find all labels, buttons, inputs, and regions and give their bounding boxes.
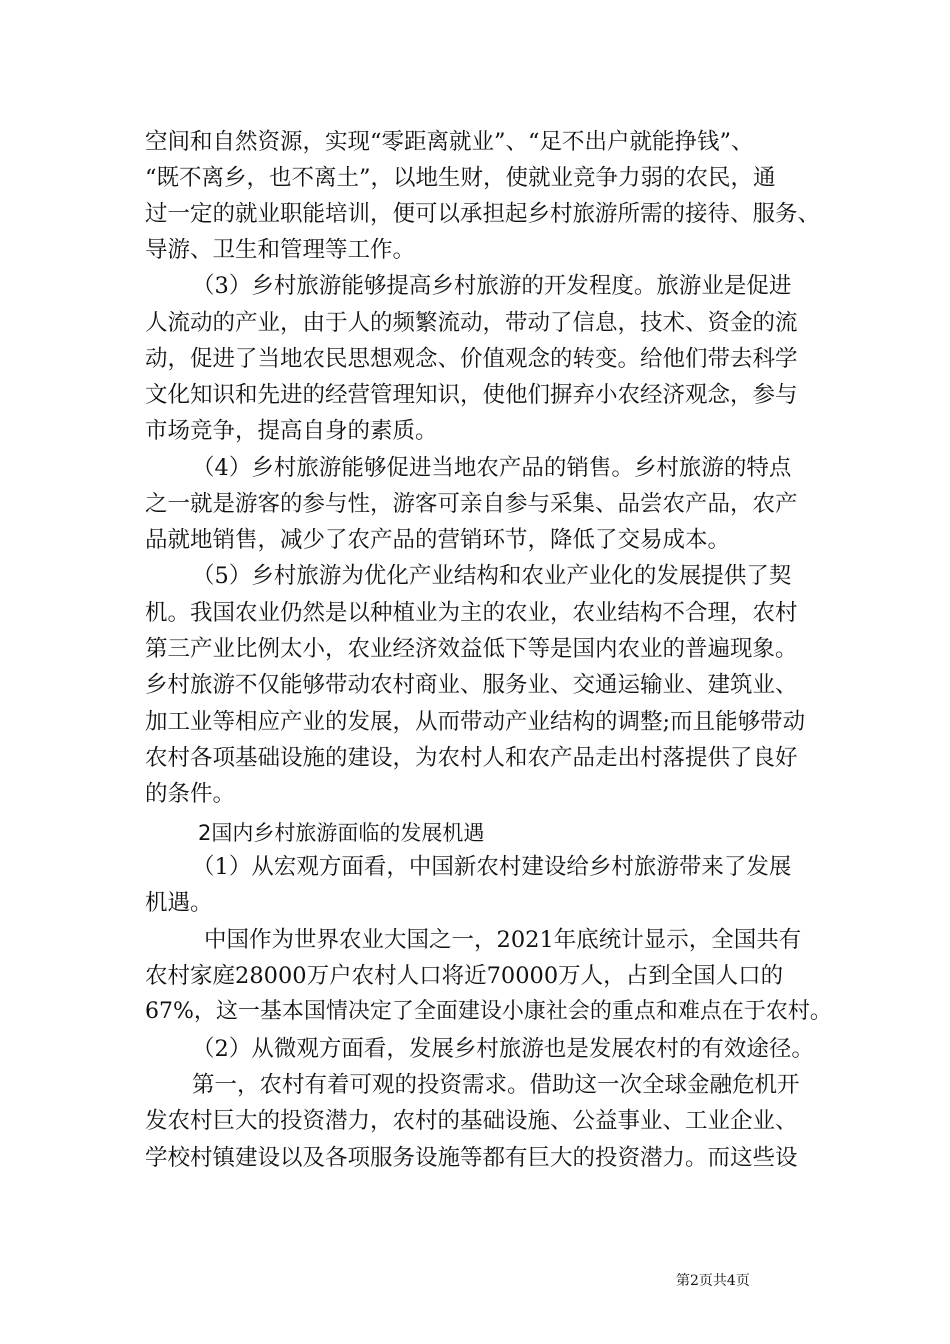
text-line: 人流动的产业，由于人的频繁流动，带动了信息，技术、资金的流 <box>145 310 798 336</box>
text-line: 过一定的就业职能培训，便可以承担起乡村旅游所需的接待、服务、 <box>145 201 821 227</box>
text-line: 动，促进了当地农民思想观念、价值观念的转变。给他们带去科学 <box>145 346 798 372</box>
text-line: 空间和自然资源，实现“零距离就业”、“足不出户就能挣钱”、 <box>145 129 754 155</box>
text-line: 品就地销售，减少了农产品的营销环节，降低了交易成本。 <box>145 527 731 553</box>
text-line: 市场竞争，提高自身的素质。 <box>145 418 438 444</box>
text-line: 发农村巨大的投资潜力，农村的基础设施、公益事业、工业企业、 <box>145 1108 798 1134</box>
paragraph-start: （5）乡村旅游为优化产业结构和农业产业化的发展提供了契 <box>192 563 792 589</box>
text-line: 学校村镇建设以及各项服务设施等都有巨大的投资潜力。而这些设 <box>145 1145 798 1171</box>
paragraph-start: 第一，农村有着可观的投资需求。借助这一次全球金融危机开 <box>192 1072 800 1098</box>
paragraph-start: （2）从微观方面看，发展乡村旅游也是发展农村的有效途径。 <box>192 1036 814 1062</box>
paragraph-start: （3）乡村旅游能够提高乡村旅游的开发程度。旅游业是促进 <box>192 273 792 299</box>
text-line: 67%，这一基本国情决定了全面建设小康社会的重点和难点在于农村。 <box>145 999 832 1024</box>
text-line: 导游、卫生和管理等工作。 <box>145 237 416 263</box>
text-line: 农村各项基础设施的建设，为农村人和农产品走出村落提供了良好 <box>145 745 798 771</box>
section-heading: 2国内乡村旅游面临的发展机遇 <box>198 821 485 845</box>
text-line: 加工业等相应产业的发展，从而带动产业结构的调整;而且能够带动 <box>145 709 806 735</box>
paragraph-start: （1）从宏观方面看，中国新农村建设给乡村旅游带来了发展 <box>192 854 792 880</box>
paragraph-start: 中国作为世界农业大国之一，2021年底统计显示，全国共有 <box>204 927 802 953</box>
text-line: 文化知识和先进的经营管理知识，使他们摒弃小农经济观念，参与 <box>145 382 798 408</box>
page-number-footer: 第2页共4页 <box>676 1273 750 1289</box>
text-line: 乡村旅游不仅能够带动农村商业、服务业、交通运输业、建筑业、 <box>145 672 798 698</box>
paragraph-start: （4）乡村旅游能够促进当地农产品的销售。乡村旅游的特点 <box>192 455 792 481</box>
text-line: 的条件。 <box>145 781 236 807</box>
text-line: 机。我国农业仍然是以种植业为主的农业，农业结构不合理，农村 <box>145 600 798 626</box>
text-line: 第三产业比例太小，农业经济效益低下等是国内农业的普遍现象。 <box>145 636 798 662</box>
text-line: “既不离乡，也不离土”，以地生财，使就业竞争力弱的农民，通 <box>145 165 776 191</box>
text-line: 农村家庭28000万户农村人口将近70000万人，占到全国人口的 <box>145 963 784 989</box>
text-line: 机遇。 <box>145 890 213 916</box>
text-line: 之一就是游客的参与性，游客可亲自参与采集、品尝农产品，农产 <box>145 491 798 517</box>
